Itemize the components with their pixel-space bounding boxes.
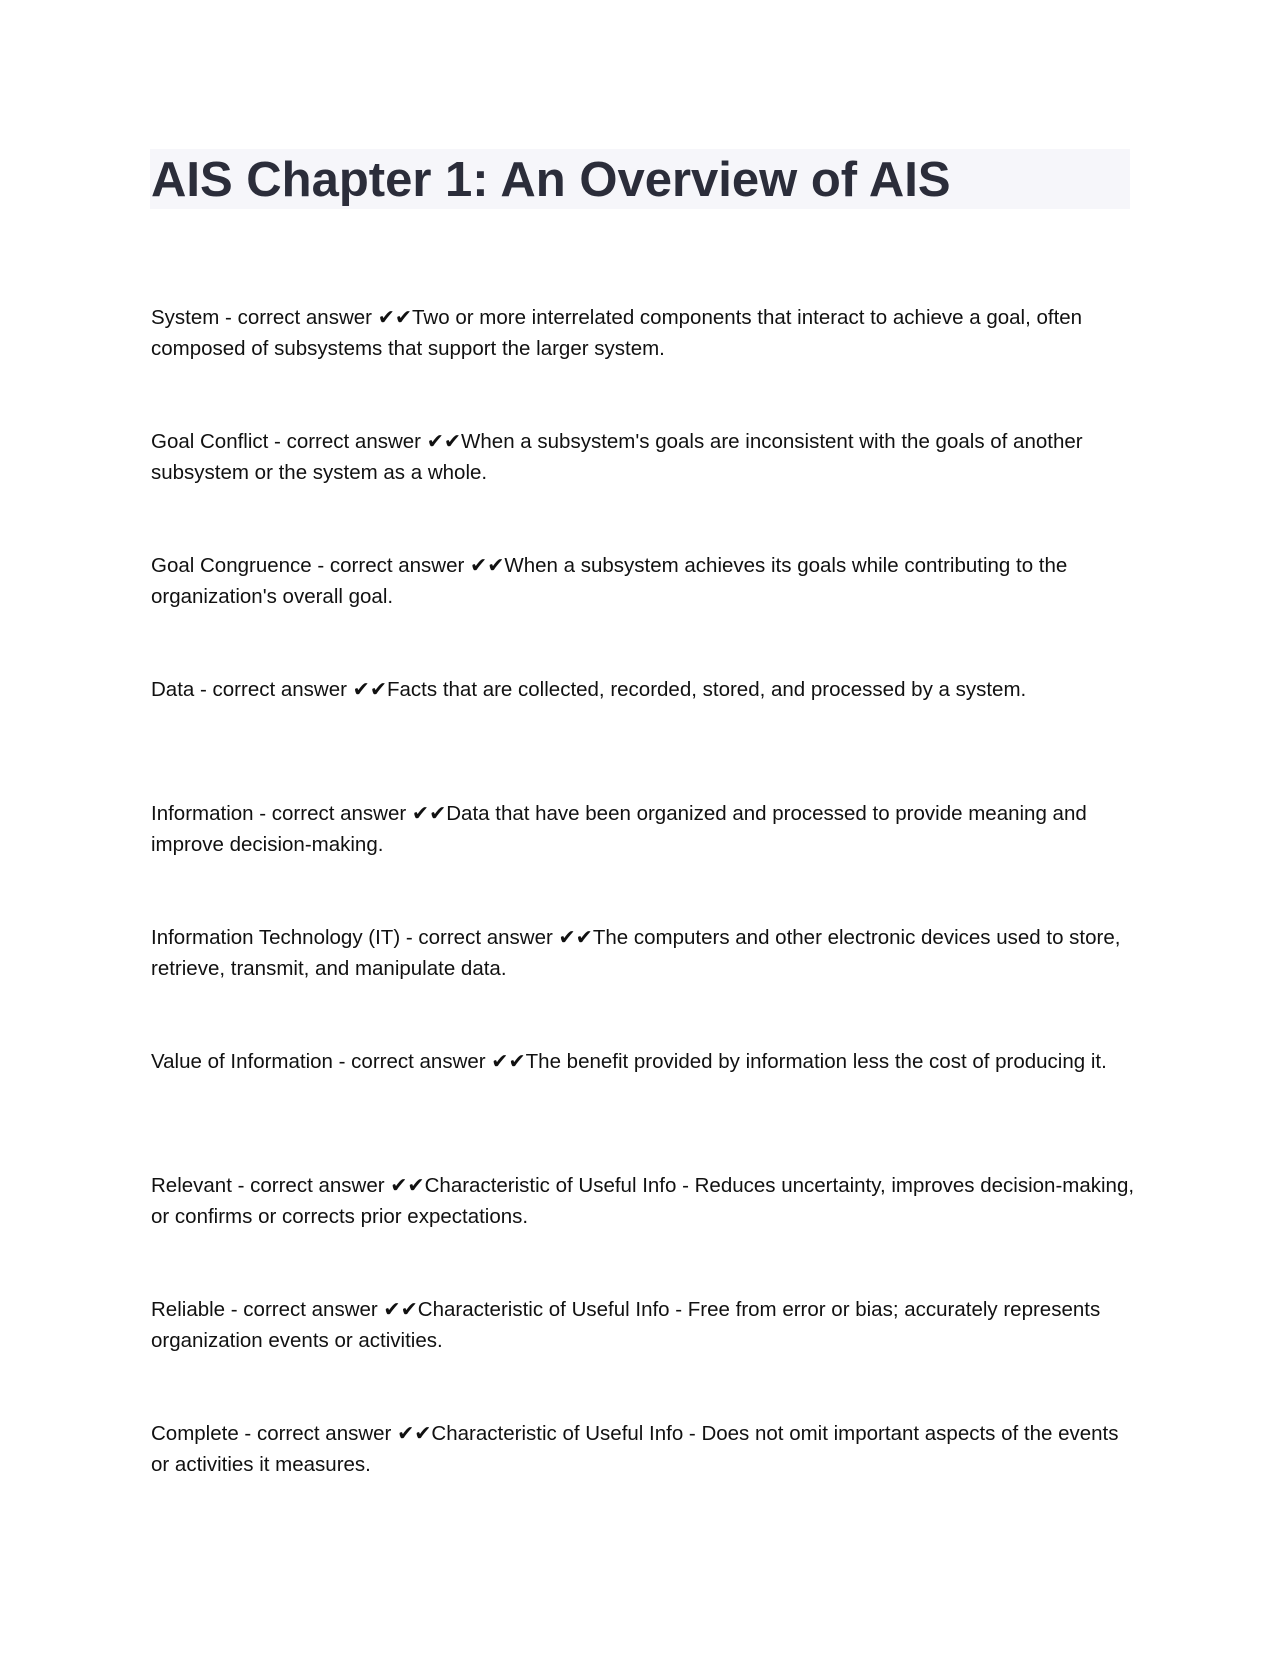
page-title: AIS Chapter 1: An Overview of AIS: [151, 153, 951, 207]
term-entry-data: Data - correct answer ✔✔Facts that are collected, recorded, stored, and processed by a system.: [151, 678, 1027, 701]
term-entry-information-technology: Information Technology (IT) - correct answer ✔✔The computers and other electronic devices used to store, retrieve, transmit, and manipulate data.: [151, 926, 1121, 980]
term-entry-information: Information - correct answer ✔✔Data that have been organized and processed to provide meaning and improve decision-making.: [151, 802, 1087, 856]
term-entry-goal-conflict: Goal Conflict - correct answer ✔✔When a subsystem's goals are inconsistent with the goals of another subsystem or the system as a whole.: [151, 430, 1083, 484]
term-list: [151, 302, 1136, 1542]
term-entry-goal-congruence: Goal Congruence - correct answer ✔✔When a subsystem achieves its goals while contributing to the organization's overall goal.: [151, 554, 1068, 608]
term-entry-complete: Complete - correct answer ✔✔Characteristic of Useful Info - Does not omit important aspects of the events or activities it measures.: [151, 1422, 1119, 1476]
term-entry-relevant: Relevant - correct answer ✔✔Characteristic of Useful Info - Reduces uncertainty, improves decision-making, or confirms or corrects prior expectations.: [151, 1174, 1135, 1228]
term-entry-system: System - correct answer ✔✔Two or more interrelated components that interact to achieve a goal, often composed of subsystems that support the larger system.: [151, 306, 1083, 360]
term-entry-value-of-information: Value of Information - correct answer ✔✔The benefit provided by information less the cost of producing it.: [151, 1050, 1107, 1073]
term-entry-reliable: Reliable - correct answer ✔✔Characteristic of Useful Info - Free from error or bias; accurately represents organization events or activities.: [151, 1298, 1101, 1352]
